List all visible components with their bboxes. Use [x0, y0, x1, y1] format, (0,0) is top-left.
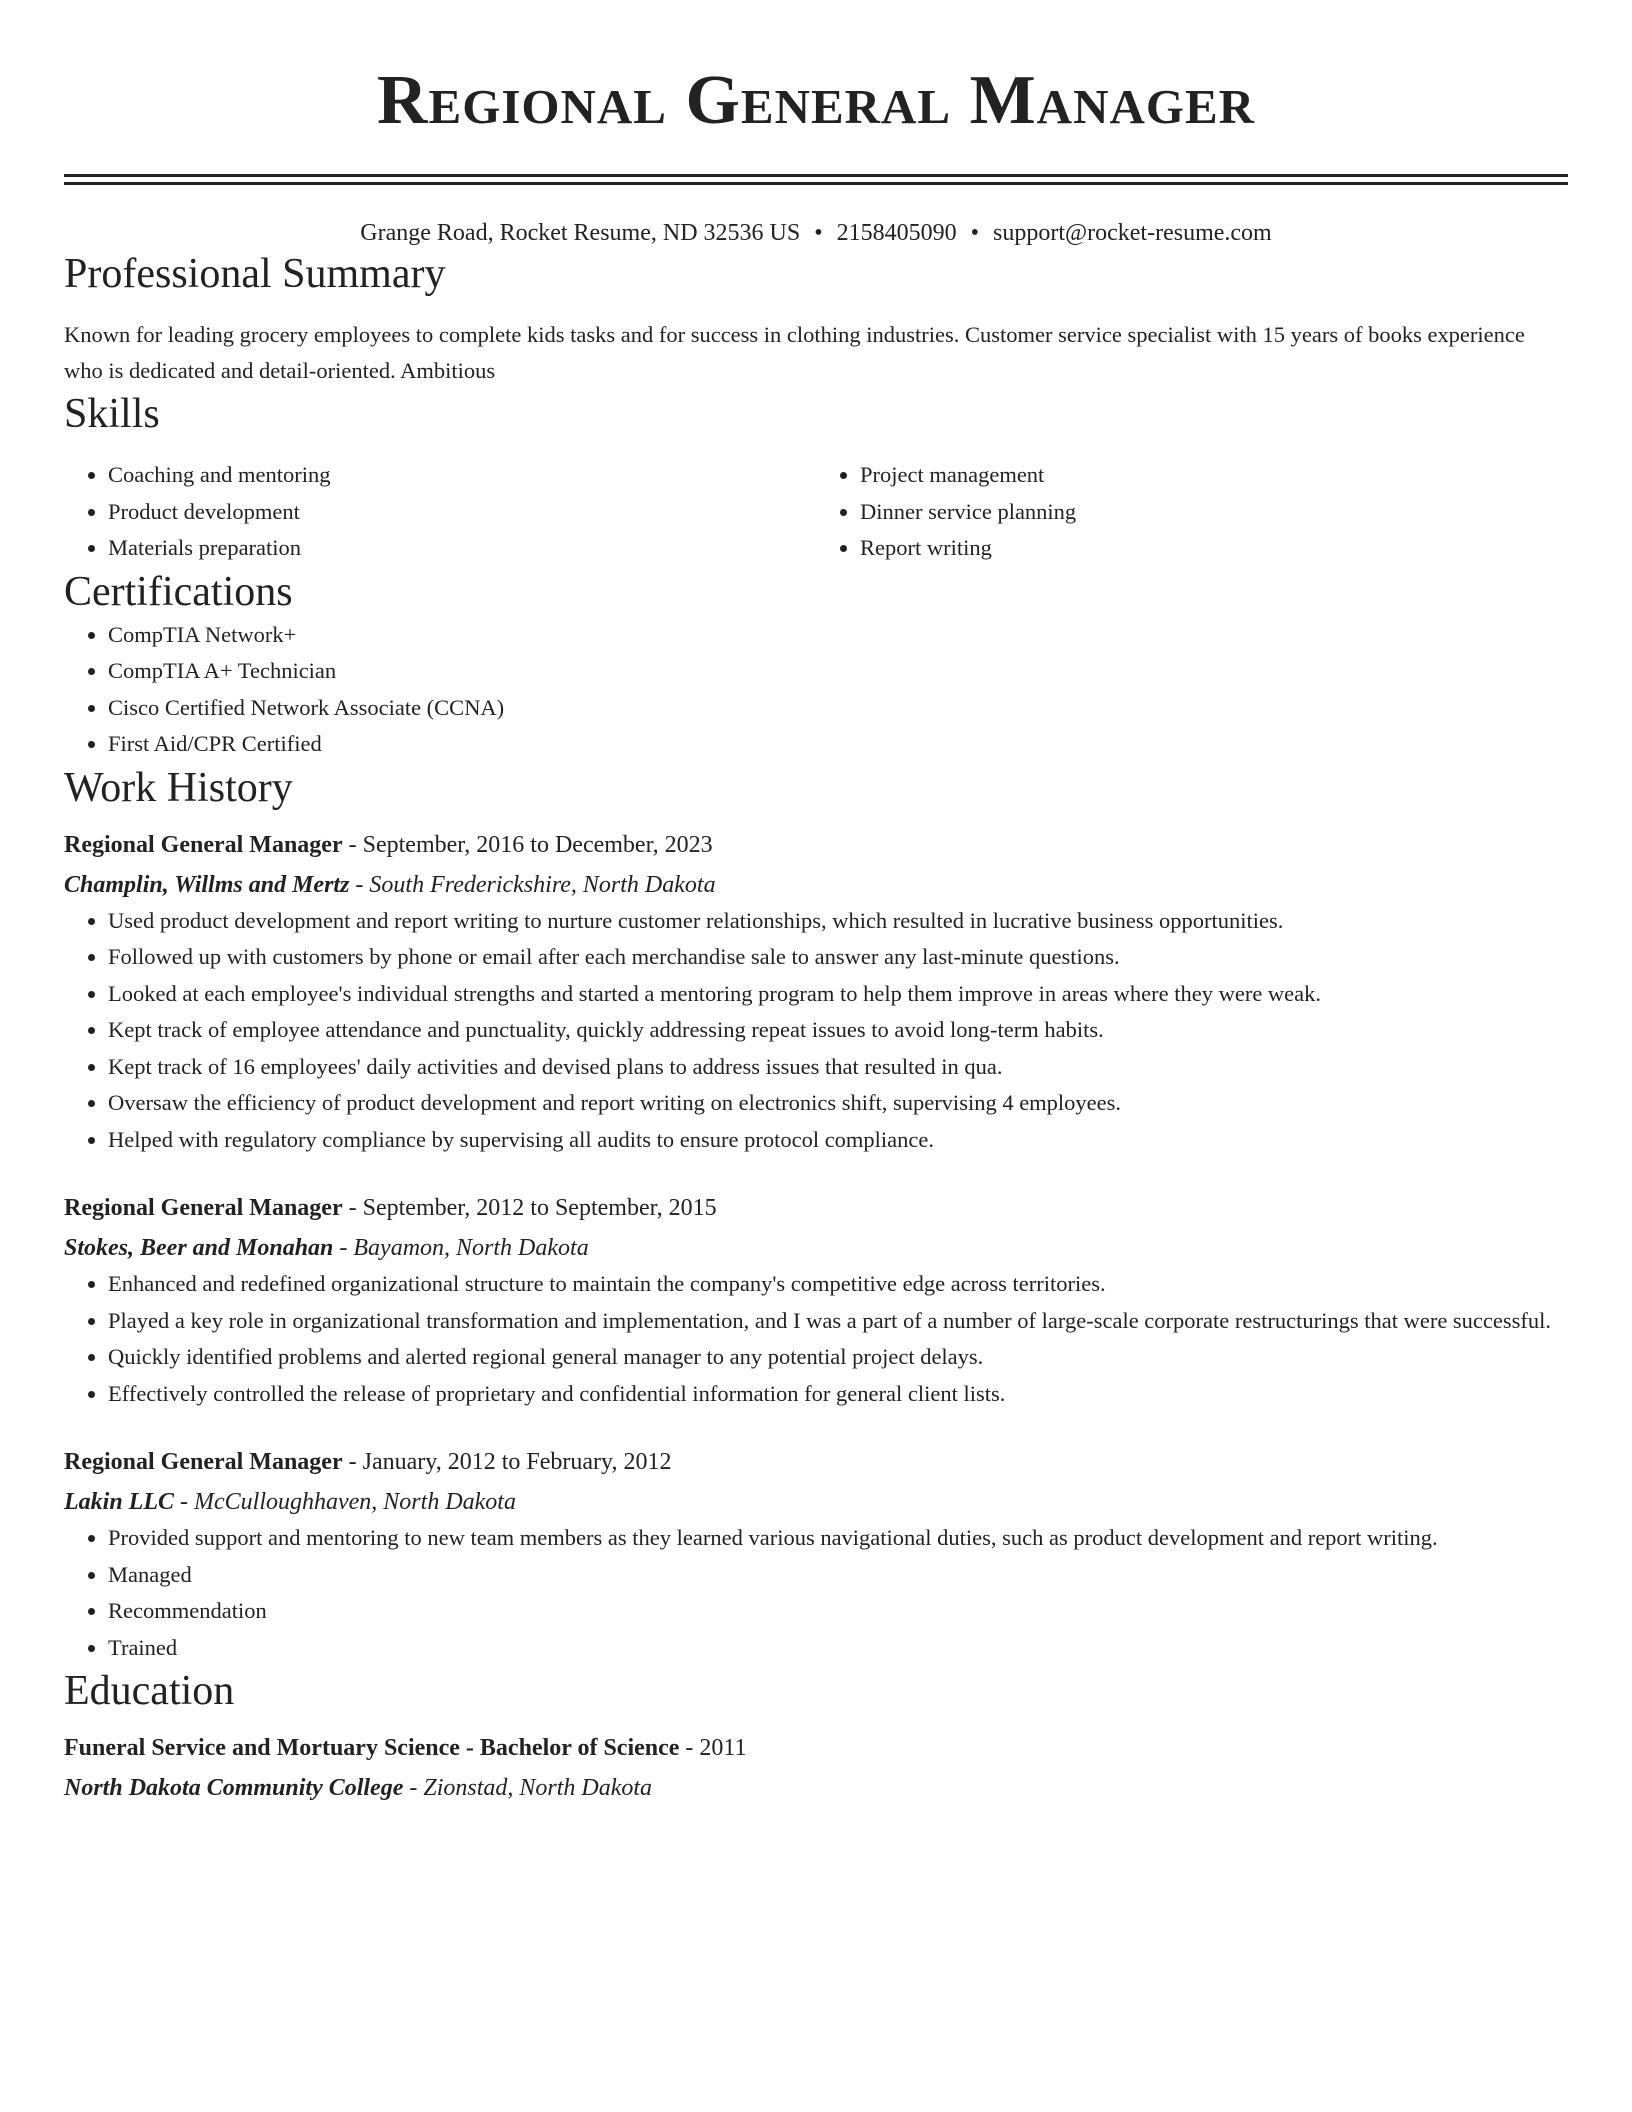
job-title: Regional General Manager	[64, 1195, 343, 1221]
job-duty-item: • Provided support and mentoring to new team members as they learned various navigational duties, such as product development and report writing.	[108, 1520, 1568, 1557]
skills-right-list	[816, 457, 1568, 567]
education-school-line	[64, 1770, 1568, 1806]
job-entry	[64, 1444, 1568, 1666]
job-company-line	[64, 1484, 1568, 1520]
job-location: - Bayamon, North Dakota	[333, 1235, 589, 1261]
job-title-line	[64, 1190, 1568, 1226]
contact-email[interactable]: support@rocket-resume.com	[993, 220, 1272, 246]
certification-item: • CompTIA A+ Technician	[108, 653, 1568, 690]
contact-address: Grange Road, Rocket Resume, ND 32536 US	[360, 220, 801, 246]
skill-item: • Materials preparation	[108, 530, 816, 567]
skills-columns	[64, 457, 1568, 567]
job-dates: - September, 2012 to September, 2015	[342, 1195, 717, 1221]
contact-separator: •	[814, 220, 823, 246]
job-duty-item: • Managed	[108, 1557, 1568, 1594]
job-entry	[64, 827, 1568, 1159]
job-company: Champlin, Willms and Mertz	[64, 871, 350, 898]
certification-item: • Cisco Certified Network Associate (CCNA)	[108, 690, 1568, 727]
job-title: Regional General Manager	[64, 831, 343, 858]
education-degree: Funeral Service and Mortuary Science - Bachelor of Science	[64, 1735, 680, 1761]
education-school: North Dakota Community College	[64, 1775, 404, 1801]
job-location: - McCulloughhaven, North Dakota	[174, 1489, 516, 1515]
job-duty-item: • Looked at each employee's individual strengths and started a mentoring program to help them improve in areas where they were weak.	[108, 976, 1568, 1013]
education-heading: Education	[64, 1668, 235, 1714]
job-location: - South Frederickshire, North Dakota	[349, 871, 716, 898]
job-duty-item: • Played a key role in organizational transformation and implementation, and I was a part of a number of large-scale corporate restructurings that were successful.	[108, 1303, 1568, 1340]
job-dates: - January, 2012 to February, 2012	[342, 1449, 672, 1475]
job-duty-item: • Recommendation	[108, 1593, 1568, 1630]
contact-phone: 2158405090	[836, 220, 957, 246]
job-duty-item: • Oversaw the efficiency of product development and report writing on electronics shift, supervising 4 employees.	[108, 1085, 1568, 1122]
job-title: Regional General Manager	[64, 1449, 343, 1475]
certification-item: • First Aid/CPR Certified	[108, 726, 1568, 763]
job-title-line	[64, 827, 1568, 863]
contact-separator: •	[970, 220, 980, 246]
job-duty-item: • Kept track of 16 employees' daily activities and devised plans to address issues that resulted in qua.	[108, 1049, 1568, 1086]
skill-item: • Project management	[860, 457, 1568, 494]
job-entry	[64, 1190, 1568, 1412]
certifications-list	[64, 617, 1568, 763]
job-duty-item: • Used product development and report writing to nurture customer relationships, which resulted in lucrative business opportunities.	[108, 903, 1568, 940]
job-duty-item: • Trained	[108, 1630, 1568, 1667]
job-duty-item: • Quickly identified problems and alerted regional general manager to any potential project delays.	[108, 1339, 1568, 1376]
header-double-rule	[64, 174, 1568, 185]
job-duty-item: • Helped with regulatory compliance by supervising all audits to ensure protocol compliance.	[108, 1122, 1568, 1159]
skill-item: • Product development	[108, 494, 816, 531]
skills-left-list	[64, 457, 816, 567]
certification-item: • CompTIA Network+	[108, 617, 1568, 654]
job-duty-item: • Enhanced and redefined organizational structure to maintain the company's competitive edge across territories.	[108, 1266, 1568, 1303]
skill-item: • Coaching and mentoring	[108, 457, 816, 494]
job-duties-list	[64, 903, 1568, 1159]
job-company: Stokes, Beer and Monahan	[64, 1235, 334, 1261]
job-company: Lakin LLC	[64, 1489, 175, 1515]
certifications-heading: Certifications	[64, 568, 293, 615]
contact-line	[64, 217, 1568, 249]
job-duty-item: • Kept track of employee attendance and punctuality, quickly addressing repeat issues to avoid long-term habits.	[108, 1012, 1568, 1049]
resume-title: Regional General Manager	[376, 62, 1256, 139]
job-dates: - September, 2016 to December, 2023	[342, 831, 713, 858]
skills-heading: Skills	[64, 391, 160, 437]
job-company-line	[64, 867, 1568, 903]
skill-item: • Report writing	[860, 530, 1568, 567]
job-duties-list	[64, 1266, 1568, 1412]
summary-heading: Professional Summary	[64, 251, 446, 297]
job-company-line	[64, 1230, 1568, 1266]
education-degree-line	[64, 1730, 1568, 1766]
job-duty-item: • Effectively controlled the release of proprietary and confidential information for general client lists.	[108, 1376, 1568, 1413]
job-title-line	[64, 1444, 1568, 1480]
work-history-heading: Work History	[64, 764, 293, 811]
education-year: - 2011	[679, 1735, 747, 1761]
education-location: - Zionstad, North Dakota	[403, 1775, 653, 1801]
skill-item: • Dinner service planning	[860, 494, 1568, 531]
summary-text: Known for leading grocery employees to complete kids tasks and for success in clothing industries. Customer service specialist with 15 years of books experience who is dedicated and detail-oriented. Ambitious	[64, 322, 1525, 383]
job-duty-item: • Followed up with customers by phone or email after each merchandise sale to answer any last-minute questions.	[108, 939, 1568, 976]
job-duties-list	[64, 1520, 1568, 1666]
